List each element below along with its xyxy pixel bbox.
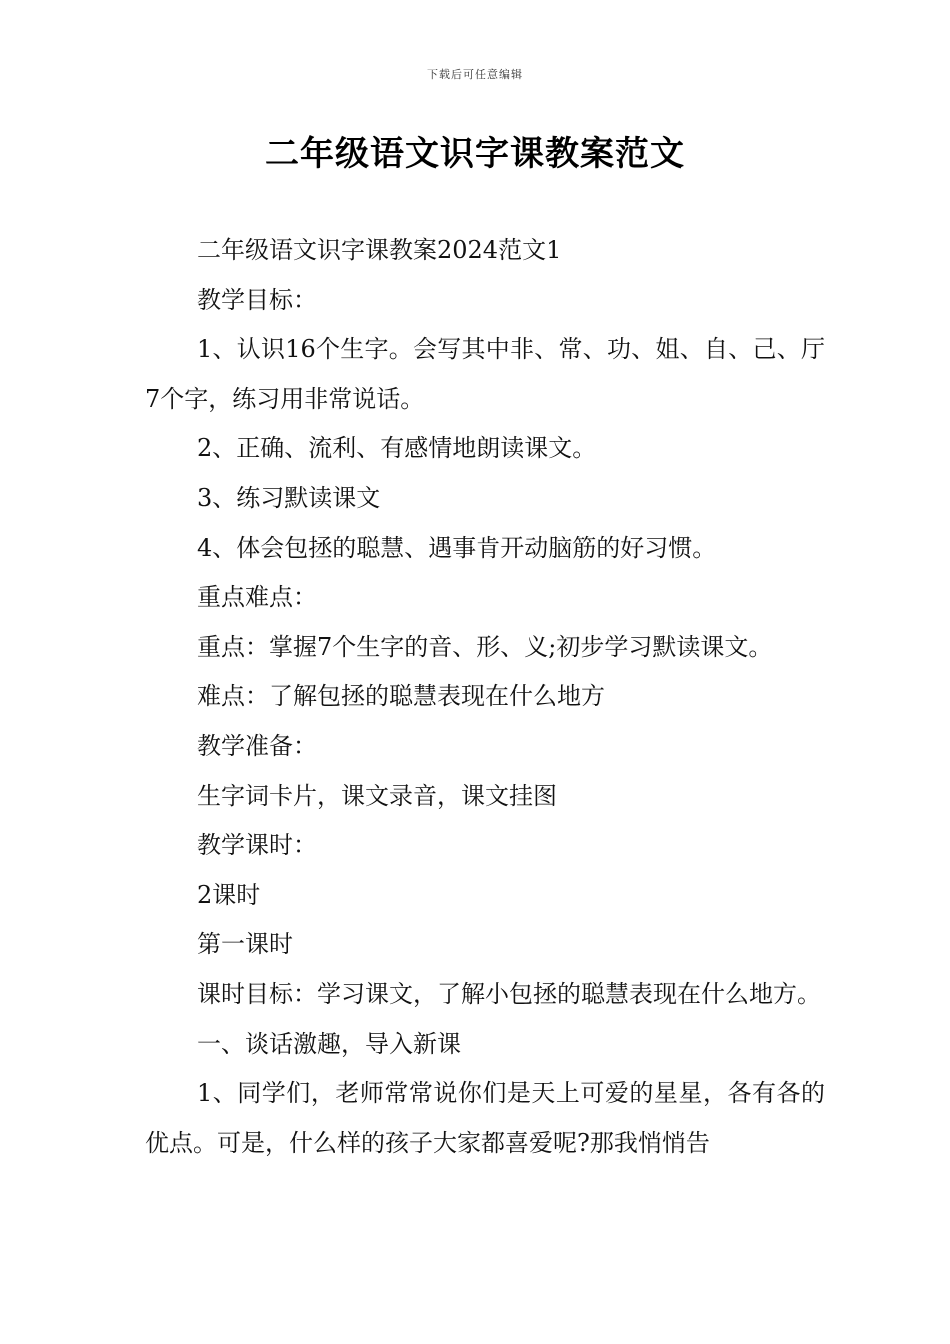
paragraph-lesson-goal: 课时目标：学习课文，了解小包拯的聪慧表现在什么地方。 [197,979,821,1008]
paragraph-objective-3: 3、练习默读课文 [197,483,381,512]
paragraph-section-heading: 二年级语文识字课教案2024范文1 [197,236,562,264]
paragraph-preparation: 生字词卡片，课文录音，课文挂图 [197,781,557,810]
paragraph-first-lesson: 第一课时 [197,930,293,959]
paragraph-preparation-label: 教学准备： [197,731,317,760]
paragraph-lesson-hours-label: 教学课时： [197,831,317,860]
paragraph-objective-4: 4、体会包拯的聪慧、遇事肯开动脑筋的好习惯。 [197,533,717,562]
paragraph-step-one-text: 1、同学们，老师常常说你们是天上可爱的星星，各有各的优点。可是，什么样的孩子大家都喜爱呢?那我悄悄告 [145,1079,825,1157]
paragraph-key-points-label: 重点难点： [197,583,317,612]
document-body [145,226,825,1168]
paragraph-objectives-label: 教学目标： [197,285,317,314]
paragraph-step-one-heading: 一、谈话激趣，导入新课 [197,1029,461,1058]
paragraph-key-point: 重点：掌握7个生字的音、形、义;初步学习默读课文。 [197,632,773,661]
page-header-note: 下载后可任意编辑 [427,68,523,81]
document-title: 二年级语文识字课教案范文 [265,134,685,174]
paragraph-objective-2: 2、正确、流利、有感情地朗读课文。 [197,434,597,463]
paragraph-objective-1: 1、认识16个生字。会写其中非、常、功、姐、自、己、厅7个字，练习用非常说话。 [145,335,825,413]
paragraph-difficult-point: 难点：了解包拯的聪慧表现在什么地方 [197,682,605,711]
paragraph-lesson-hours: 2课时 [197,880,261,909]
